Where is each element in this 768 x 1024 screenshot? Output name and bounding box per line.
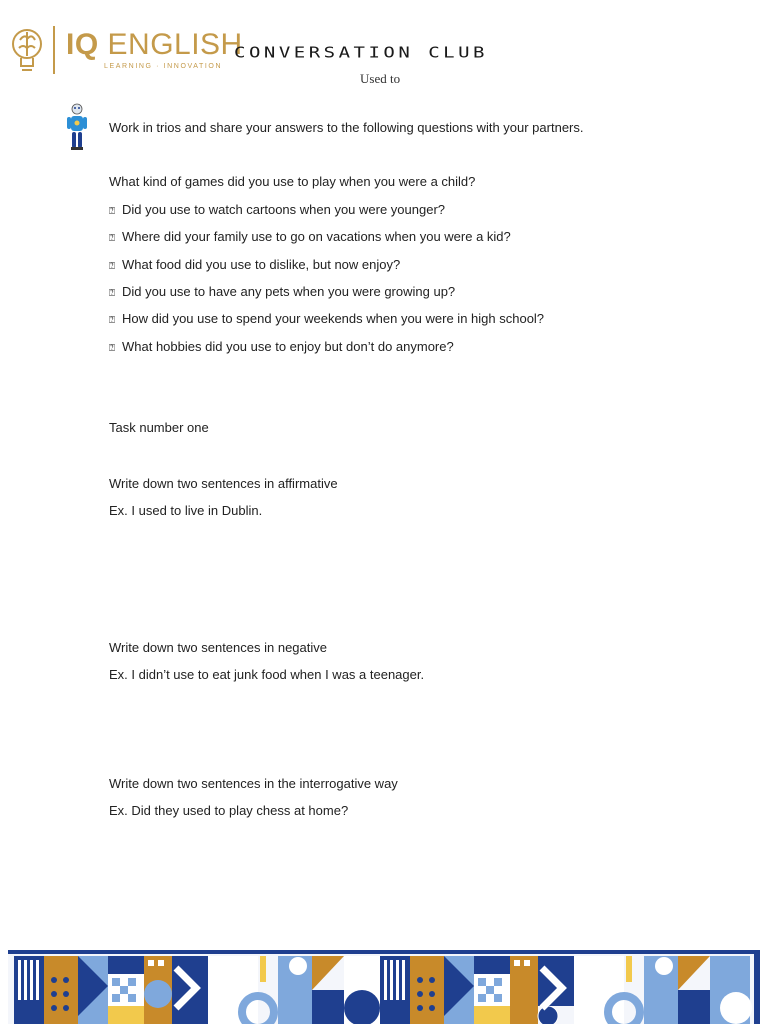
task-example: Ex. Did they used to play chess at home?	[109, 803, 349, 818]
task-title: Task number one	[109, 420, 209, 435]
bullet-icon: ⍰	[109, 343, 115, 354]
decorative-footer-pattern	[8, 950, 760, 1024]
list-item: ⍰ Did you use to have any pets when you were growing up?	[109, 284, 456, 299]
pattern-tile	[8, 950, 760, 1024]
question-lead: What kind of games did you use to play when you were a child?	[109, 174, 476, 189]
logo-tagline: LEARNING · INNOVATION	[104, 63, 223, 70]
bullet-icon: ⍰	[109, 233, 115, 244]
list-item: ⍰ Where did your family use to go on vacations when you were a kid?	[109, 229, 511, 244]
list-item: ⍰ What hobbies did you use to enjoy but don’t do anymore?	[109, 339, 454, 354]
task-example: Ex. I used to live in Dublin.	[109, 503, 263, 518]
bullet-icon: ⍰	[109, 206, 115, 217]
list-item: ⍰ How did you use to spend your weekends when you were in high school?	[109, 311, 545, 326]
bullet-icon: ⍰	[109, 288, 115, 299]
task-instruction: Write down two sentences in the interrogative way	[109, 776, 398, 791]
intro-text: Work in trios and share your answers to the following questions with your partners.	[109, 120, 584, 135]
page-subtitle: Used to	[360, 71, 401, 86]
logo-wordmark: IQ ENGLISH	[66, 28, 243, 61]
task-instruction: Write down two sentences in affirmative	[109, 476, 338, 491]
list-item: ⍰ What food did you use to dislike, but now enjoy?	[109, 257, 401, 272]
task-example: Ex. I didn’t use to eat junk food when I was a teenager.	[109, 667, 425, 682]
page-title: CONVERSATION CLUB	[234, 44, 488, 62]
task-instruction: Write down two sentences in negative	[109, 640, 327, 655]
list-item: ⍰ Did you use to watch cartoons when you were younger?	[109, 202, 446, 217]
robot-icon	[64, 102, 90, 154]
bullet-icon: ⍰	[109, 261, 115, 272]
logo-divider	[53, 26, 55, 74]
bullet-icon: ⍰	[109, 315, 115, 326]
